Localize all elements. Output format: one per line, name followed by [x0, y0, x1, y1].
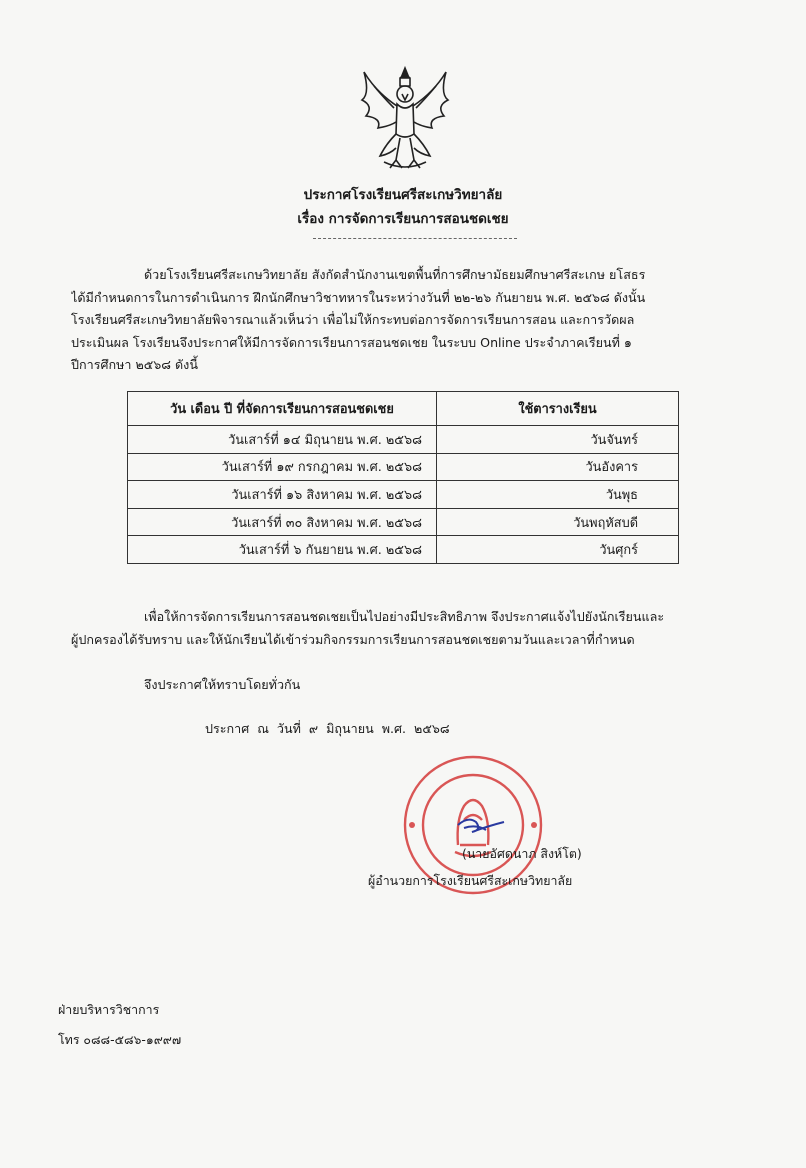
- timetable-day: วันพฤหัสบดี: [437, 508, 679, 536]
- intro-line: โรงเรียนศรีสะเกษวิทยาลัยพิจารณาแล้วเห็นว่า เพื่อไม่ให้กระทบต่อการจัดการเรียนการสอน และการวัดผล: [71, 312, 635, 328]
- table-row: [128, 508, 679, 536]
- document-subject: เรื่อง การจัดการเรียนการสอนชดเชย: [297, 211, 509, 227]
- table-row: [128, 453, 679, 481]
- title-divider: [313, 238, 517, 239]
- table-row: [128, 536, 679, 564]
- table-header-row: [128, 392, 679, 426]
- garuda-emblem-icon: [356, 64, 454, 174]
- makeup-date: วันเสาร์ที่ ๑๖ สิงหาคม พ.ศ. ๒๕๖๘: [128, 481, 437, 509]
- schedule-table: [127, 391, 679, 564]
- timetable-day: วันพุธ: [437, 481, 679, 509]
- closing-line: เพื่อให้การจัดการเรียนการสอนชดเชยเป็นไปอย่างมีประสิทธิภาพ จึงประกาศแจ้งไปยังนักเรียนและ: [144, 609, 665, 624]
- intro-line: ประเมินผล โรงเรียนจึงประกาศให้มีการจัดการเรียนการสอนชดเชย ในระบบ Online ประจำภาคเรียนที่ ๑: [71, 334, 632, 350]
- makeup-date: วันเสาร์ที่ ๖ กันยายน พ.ศ. ๒๕๖๘: [128, 536, 437, 564]
- column-header-date: วัน เดือน ปี ที่จัดการเรียนการสอนชดเชย: [128, 392, 437, 426]
- timetable-day: วันศุกร์: [437, 536, 679, 564]
- intro-line: ด้วยโรงเรียนศรีสะเกษวิทยาลัย สังกัดสำนักงานเขตพื้นที่การศึกษามัธยมศึกษาศรีสะเกษ ยโสธร: [144, 267, 646, 282]
- department-label: ฝ่ายบริหารวิชาการ: [58, 1002, 160, 1017]
- column-header-timetable: ใช้ตารางเรียน: [437, 392, 679, 426]
- signer-name: (นายอัศดนาภ สิงห์โต): [462, 846, 582, 861]
- makeup-date: วันเสาร์ที่ ๑๙ กรกฎาคม พ.ศ. ๒๕๖๘: [128, 453, 437, 481]
- table-row: [128, 481, 679, 509]
- timetable-day: วันจันทร์: [437, 426, 679, 454]
- timetable-day: วันอังคาร: [437, 453, 679, 481]
- intro-paragraph: [71, 264, 761, 377]
- intro-line: ปีการศึกษา ๒๕๖๘ ดังนี้: [71, 357, 198, 373]
- document-title: ประกาศโรงเรียนศรีสะเกษวิทยาลัย: [303, 187, 503, 203]
- contact-phone: โทร ๐๘๘-๕๘๖-๑๙๙๗: [58, 1032, 182, 1047]
- announcement-date: ประกาศ ณ วันที่ ๙ มิถุนายน พ.ศ. ๒๕๖๘: [205, 721, 450, 736]
- table-row: [128, 426, 679, 454]
- closing-line: ผู้ปกครองได้รับทราบ และให้นักเรียนได้เข้าร่วมกิจกรรมการเรียนการสอนชดเชยตามวันและเวลาที่กำหนด: [71, 631, 635, 647]
- signer-position: ผู้อำนวยการโรงเรียนศรีสะเกษวิทยาลัย: [368, 873, 573, 888]
- intro-line: ได้มีกำหนดการในการดำเนินการ ฝึกนักศึกษาวิชาทหารในระหว่างวันที่ ๒๒-๒๖ กันยายน พ.ศ. ๒๕๖๘ ดังนั้น: [71, 289, 646, 305]
- closing-paragraph: [71, 606, 761, 651]
- announce-line: จึงประกาศให้ทราบโดยทั่วกัน: [144, 677, 301, 692]
- makeup-date: วันเสาร์ที่ ๓๐ สิงหาคม พ.ศ. ๒๕๖๘: [128, 508, 437, 536]
- makeup-date: วันเสาร์ที่ ๑๔ มิถุนายน พ.ศ. ๒๕๖๘: [128, 426, 437, 454]
